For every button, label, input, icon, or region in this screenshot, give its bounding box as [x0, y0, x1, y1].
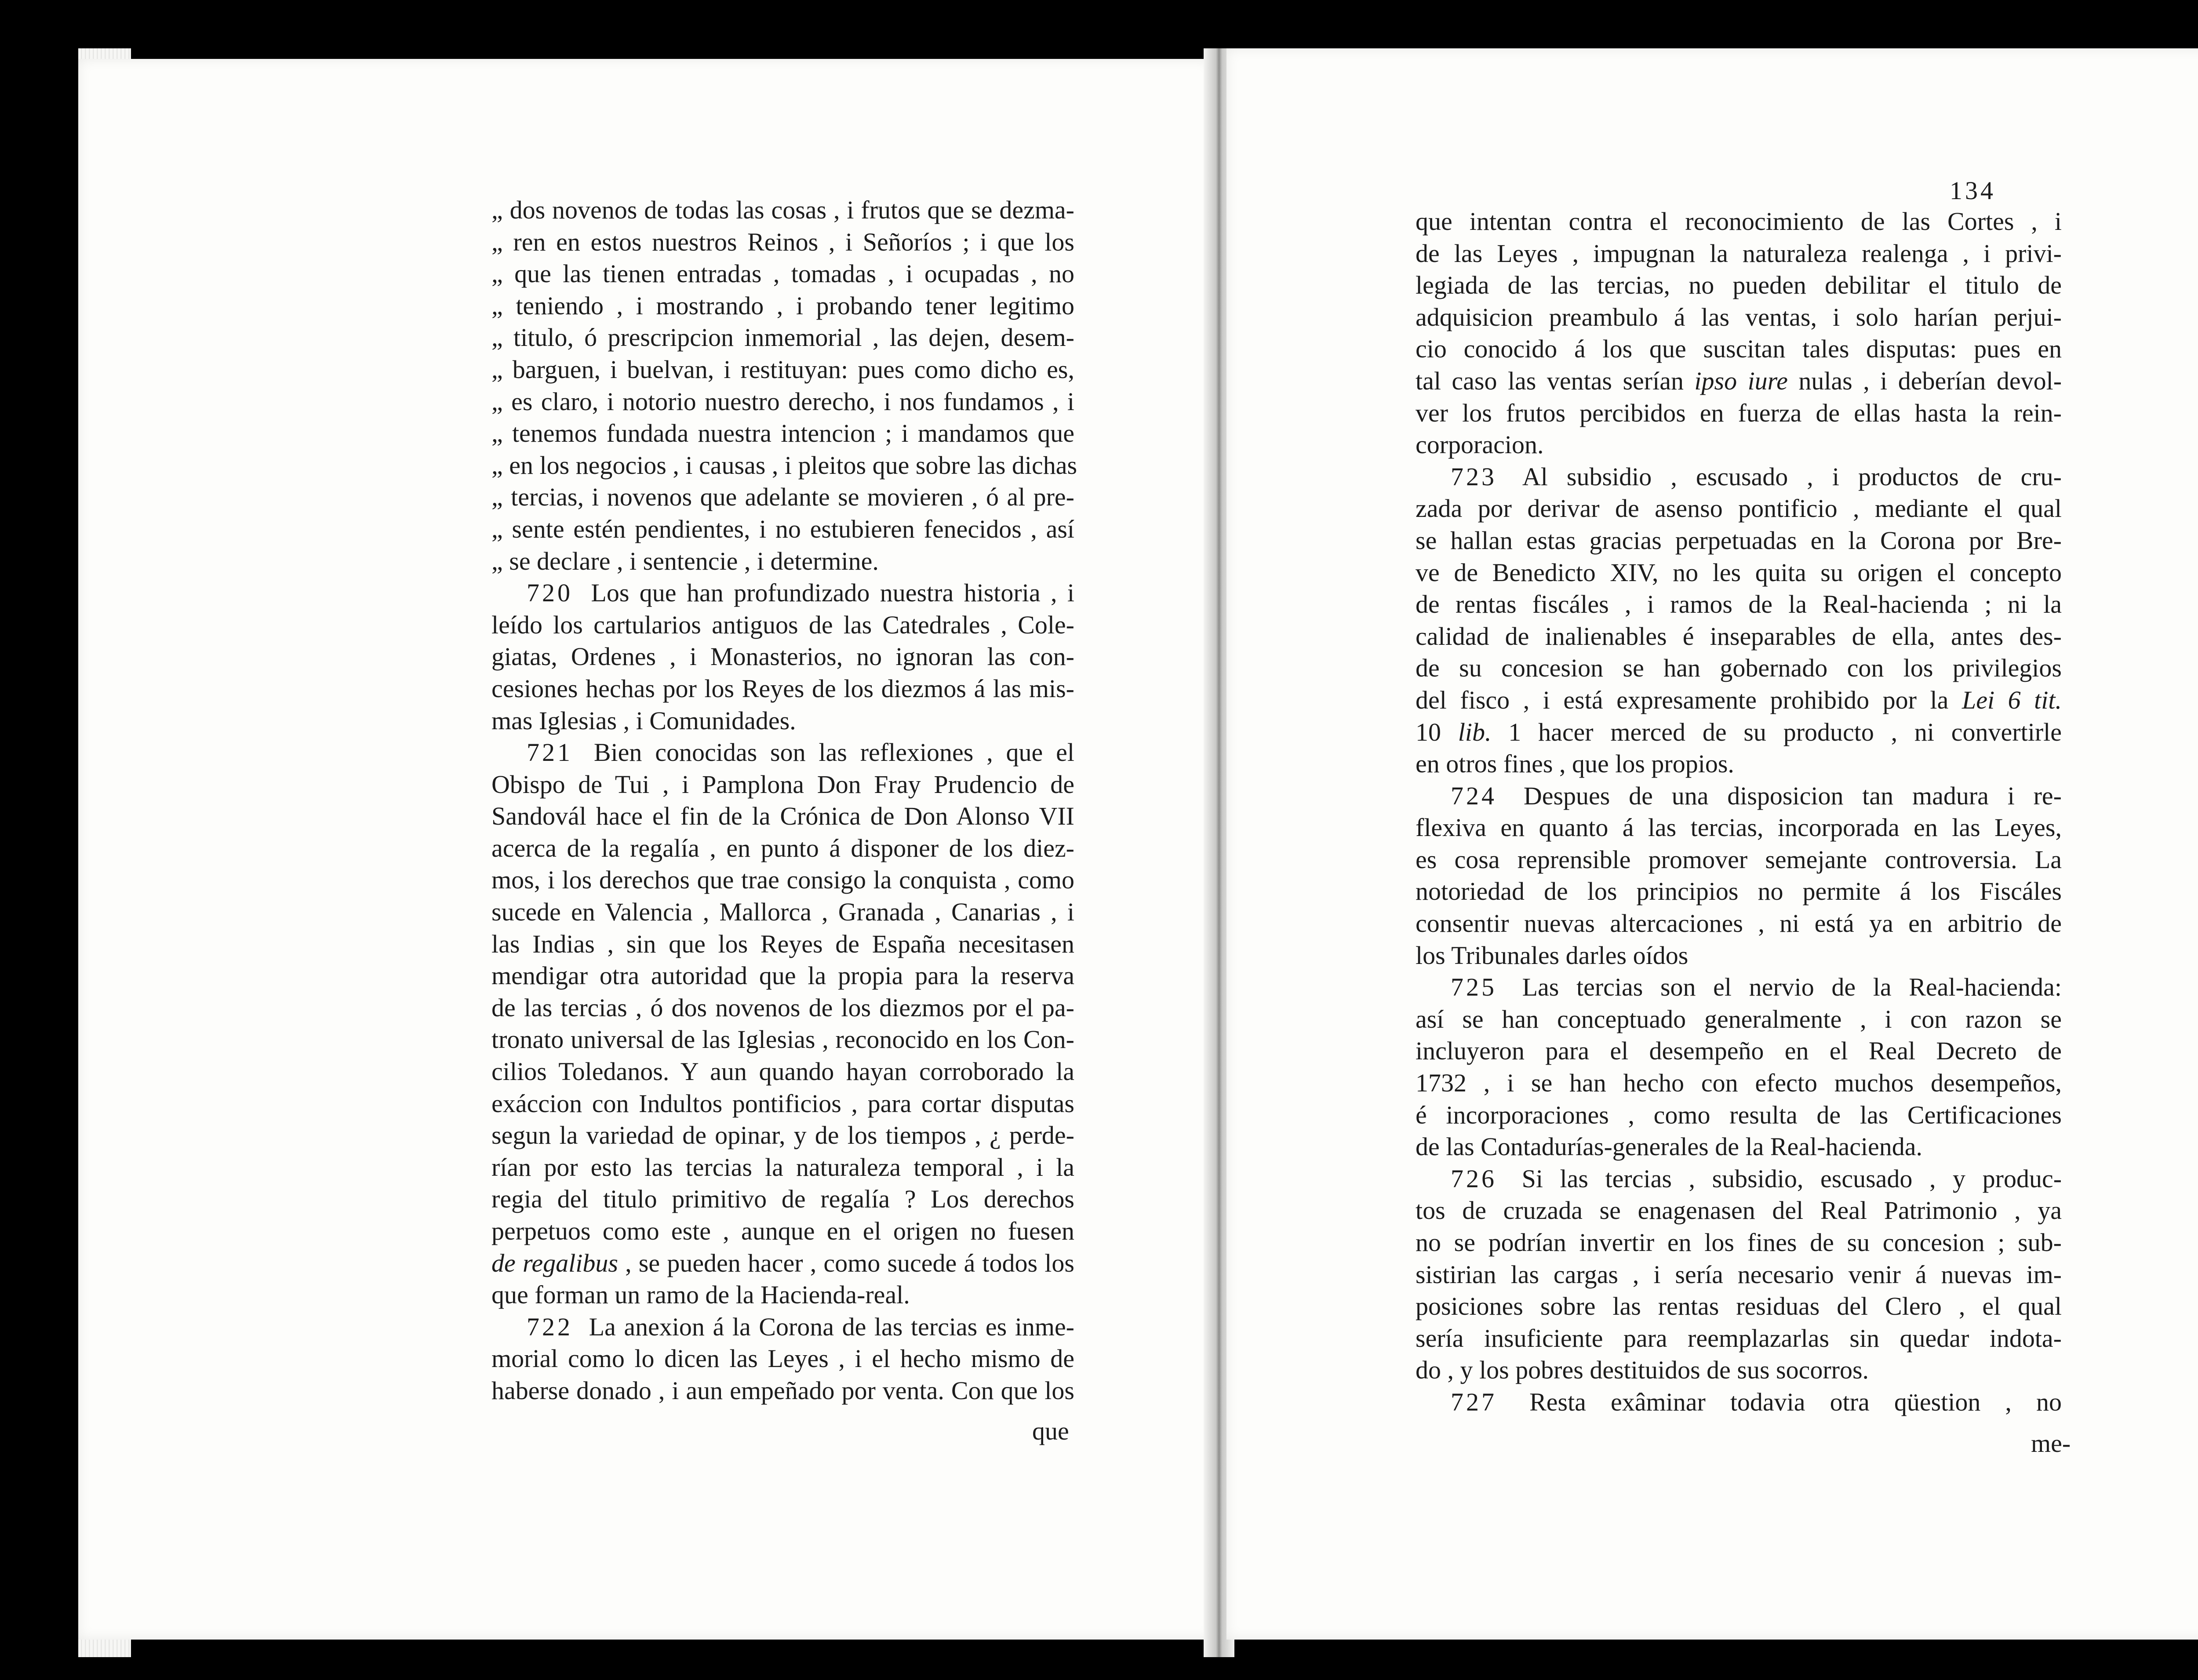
text-line: „ es claro, i notorio nuestro derecho, i nos fundamos , i — [491, 387, 1074, 416]
text-line: 1732 , i se han hecho con efecto muchos desempeños, — [1416, 1069, 2062, 1098]
catchword: que — [1032, 1417, 1069, 1445]
text-line: notoriedad de los principios no permite á los Fiscáles — [1416, 877, 2062, 906]
text-line-italic-phrase: tal caso las ventas serían ipso iure nulas , i deberían devol- — [1416, 366, 2062, 395]
text-line: „ titulo, ó prescripcion inmemorial , las dejen, desem- — [491, 323, 1074, 352]
text-line: giatas, Ordenes , i Monasterios, no ignoran las con- — [491, 642, 1074, 671]
text-line: flexiva en quanto á las tercias, incorporada en las Leyes, — [1416, 813, 2062, 842]
italic-phrase: de regalibus — [491, 1248, 618, 1277]
text-line-italic-phrase: 10 lib. 1 hacer merced de su producto , ni convertirle — [1416, 717, 2062, 746]
text-line: „ dos novenos de todas las cosas , i frutos que se dezma- — [491, 196, 1074, 224]
text-line: é incorporaciones , como resulta de las Certificaciones — [1416, 1100, 2062, 1129]
paragraph-number: 721 — [527, 738, 573, 767]
paragraph-number: 722 — [527, 1312, 573, 1341]
text-line: Sandovál hace el fin de la Crónica de Don Alonso VII — [491, 802, 1074, 831]
paragraph-720-first-line: 720 Los que han profundizado nuestra historia , i — [527, 578, 1074, 607]
text-line: exáccion con Indultos pontificios , para cortar disputas — [491, 1089, 1074, 1118]
text-line: tos de cruzada se enagenasen del Real Patrimonio , ya — [1416, 1196, 2062, 1225]
text-line: que forman un ramo de la Hacienda-real. — [491, 1280, 910, 1309]
text-line: de su concesion se han gobernado con los privilegios — [1416, 654, 2062, 683]
left-page — [78, 59, 1213, 1640]
text-line: de las Leyes , impugnan la naturaleza realenga , i privi- — [1416, 239, 2062, 268]
text-line: cio conocido á los que suscitan tales disputas: pues en — [1416, 335, 2062, 364]
text-line: es cosa reprensible promover semejante controversia. La — [1416, 845, 2062, 874]
text-line: los Tribunales darles oídos — [1416, 941, 1689, 970]
text-line: sistirian las cargas , i sería necesario venir á nuevas im- — [1416, 1260, 2062, 1289]
text-line: „ ren en estos nuestros Reinos , i Señoríos ; i que los — [491, 227, 1074, 256]
text-line: de rentas fiscáles , i ramos de la Real-hacienda ; ni la — [1416, 590, 2062, 619]
text-line: sucede en Valencia , Mallorca , Granada , Canarias , i — [491, 898, 1074, 927]
text-line: „ barguen, i buelvan, i restituyan: pues como dicho es, — [491, 355, 1074, 384]
paragraph-726-first-line: 726 Si las tercias , subsidio, escusado , y produc- — [1451, 1164, 2062, 1193]
paragraph-722-first-line: 722 La anexion á la Corona de las tercias es inme- — [527, 1312, 1074, 1341]
text-line: ver los frutos percibidos en fuerza de ellas hasta la rein- — [1416, 398, 2062, 427]
text-line: mos, i los derechos que trae consigo la conquista , como — [491, 865, 1074, 895]
text-line: acerca de la regalía , en punto á disponer de los diez- — [491, 833, 1074, 862]
text-line: „ tercias, i novenos que adelante se movieren , ó al pre- — [491, 483, 1074, 512]
text-line: „ sente estén pendientes, i no estubieren fenecidos , así — [491, 514, 1074, 543]
text-line: sería insuficiente para reemplazarlas sin quedar indota- — [1416, 1324, 2062, 1353]
text-line: Obispo de Tui , i Pamplona Don Fray Prudencio de — [491, 770, 1074, 799]
text-line: haberse donado , i aun empeñado por venta. Con que los — [491, 1376, 1074, 1405]
text-line: „ en los negocios , i causas , i pleitos que sobre las dichas — [491, 451, 1077, 480]
text-line: mendigar otra autoridad que la propia para la reserva — [491, 961, 1074, 990]
paragraph-number: 720 — [527, 578, 573, 607]
text-line: en otros fines , que los propios. — [1416, 749, 1734, 778]
text-line: „ teniendo , i mostrando , i probando tener legitimo — [491, 291, 1074, 320]
paragraph-number: 726 — [1451, 1164, 1497, 1193]
italic-phrase: Lei 6 tit. — [1961, 685, 2062, 714]
text-line: las Indias , sin que los Reyes de España necesitasen — [491, 929, 1074, 958]
text-line: de las tercias , ó dos novenos de los diezmos por el pa- — [491, 993, 1074, 1022]
paragraph-723-first-line: 723 Al subsidio , escusado , i productos de cru- — [1451, 462, 2062, 491]
text-line: regia del titulo primitivo de regalía ? Los derechos — [491, 1185, 1074, 1214]
text-line: ve de Benedicto XIV, no les quita su origen el concepto — [1416, 558, 2062, 587]
page-number: 134 — [1950, 176, 1996, 205]
text-line: de las Contadurías-generales de la Real-hacienda. — [1416, 1132, 1923, 1161]
text-line: así se han conceptuado generalmente , i con razon se — [1416, 1004, 2062, 1033]
text-line: leído los cartularios antiguos de las Catedrales , Cole- — [491, 610, 1074, 639]
text-line: mas Iglesias , i Comunidades. — [491, 706, 796, 735]
text-line: rían por esto las tercias la naturaleza temporal , i la — [491, 1153, 1074, 1182]
paragraph-number: 723 — [1451, 462, 1497, 491]
text-line: se hallan estas gracias perpetuadas en la Corona por Bre- — [1416, 526, 2062, 555]
text-line: calidad de inalienables é inseparables de ella, antes des- — [1416, 622, 2062, 651]
paragraph-725-first-line: 725 Las tercias son el nervio de la Real-hacienda: — [1451, 973, 2062, 1002]
text-line: que intentan contra el reconocimiento de las Cortes , i — [1416, 207, 2062, 236]
paragraph-number: 724 — [1451, 781, 1497, 810]
right-page-text — [1416, 206, 2062, 1418]
paragraph-number: 725 — [1451, 973, 1497, 1002]
text-line: „ que las tienen entradas , tomadas , i ocupadas , no — [491, 259, 1074, 288]
text-line: „ se declare , i sentencie , i determine. — [491, 546, 879, 575]
paragraph-number: 727 — [1451, 1387, 1497, 1416]
paragraph-721-first-line: 721 Bien conocidas son las reflexiones , que el — [527, 738, 1075, 767]
text-line: zada por derivar de asenso pontificio , mediante el qual — [1416, 494, 2062, 523]
italic-phrase: lib. — [1458, 717, 1492, 746]
text-line: cesiones hechas por los Reyes de los diezmos á las mis- — [491, 674, 1074, 703]
text-line: incluyeron para el desempeño en el Real Decreto de — [1416, 1036, 2062, 1065]
right-page — [1226, 48, 2198, 1640]
text-line-italic-phrase: de regalibus , se pueden hacer , como sucede á todos los — [491, 1248, 1074, 1277]
text-line: legiada de las tercias, no pueden debilitar el titulo de — [1416, 271, 2062, 300]
text-line-italic-phrase: del fisco , i está expresamente prohibido por la Lei 6 tit. — [1416, 685, 2062, 714]
paragraph-727-first-line: 727 Resta exâminar todavia otra qüestion , no — [1451, 1387, 2062, 1416]
text-line: morial como lo dicen las Leyes , i el hecho mismo de — [491, 1344, 1074, 1373]
catchword: me- — [2031, 1429, 2071, 1458]
text-line: tronato universal de las Iglesias , reconocido en los Con- — [491, 1025, 1074, 1054]
text-line: consentir nuevas altercaciones , ni está ya en arbitrio de — [1416, 909, 2062, 938]
paragraph-724-first-line: 724 Despues de una disposicion tan madura i re- — [1451, 781, 2062, 810]
italic-phrase: ipso iure — [1694, 366, 1788, 395]
text-line: perpetuos como este , aunque en el origen no fuesen — [491, 1217, 1074, 1245]
text-line: cilios Toledanos. Y aun quando hayan corroborado la — [491, 1057, 1074, 1086]
text-line: corporacion. — [1416, 430, 1544, 459]
text-line: posiciones sobre las rentas residuas del Clero , el qual — [1416, 1292, 2062, 1321]
text-line: „ tenemos fundada nuestra intencion ; i mandamos que — [491, 419, 1074, 448]
text-line: do , y los pobres destituidos de sus socorros. — [1416, 1356, 1869, 1385]
text-line: adquisicion preambulo á las ventas, i solo harían perjui- — [1416, 302, 2062, 331]
left-page-text — [491, 194, 1077, 1407]
text-line: no se podrían invertir en los fines de su concesion ; sub- — [1416, 1228, 2062, 1257]
open-book — [78, 48, 2198, 1657]
text-line: segun la variedad de opinar, y de los tiempos , ¿ perde- — [491, 1121, 1074, 1150]
